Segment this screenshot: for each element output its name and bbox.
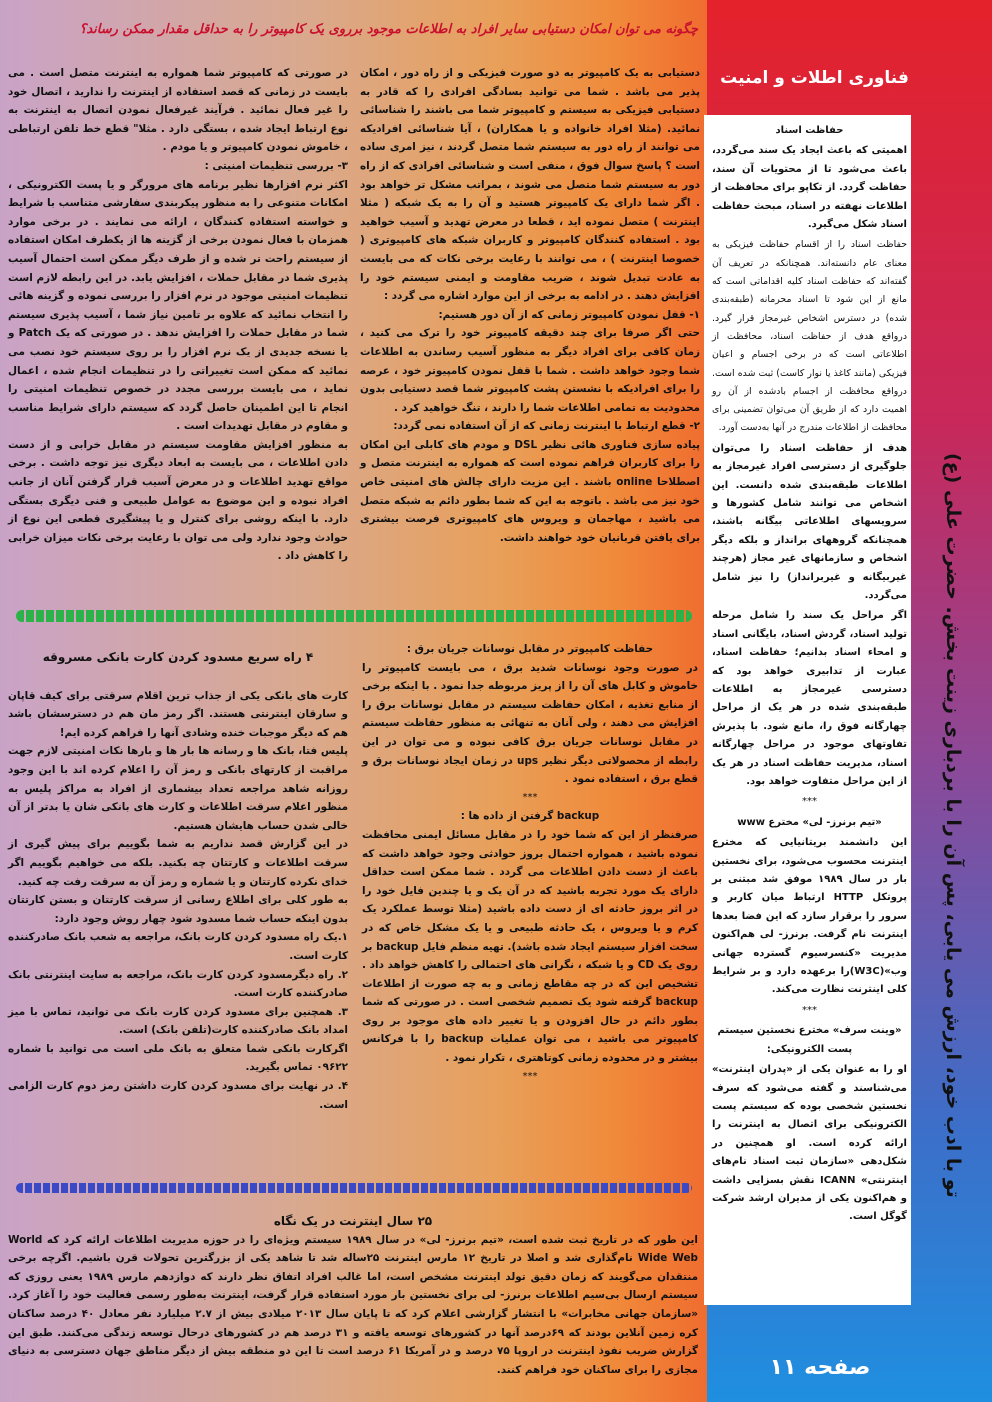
separator-stars: *** xyxy=(522,791,538,803)
separator-stars: *** xyxy=(802,796,817,808)
paragraph: به منظور افزایش مقاومت سیستم در مقابل خرابی و از دست دادن اطلاعات ، می بایست به ابعاد دیگری نیز توجه داشت . برخی مواقع تهدید اطلاعات و در معرض آسیب قرار گرفتن آنان از جانب افراد نبوده و این موضوع به عوامل طبیعی و فنی دیگری بستگی دارد. با اینکه روشی برای کنترل و یا پیشگیری قطعی این نوع از حوادث وجود ندارد ولی می توان با رعایت برخی نکات میزان خرابی را کاهش داد . xyxy=(8,438,348,563)
article-title: ۴ راه سریع مسدود کردن کارت بانکی مسروقه xyxy=(42,650,314,664)
side-title-documents: حفاظت اسناد xyxy=(775,125,844,136)
list-item: ۴. در نهایت برای مسدود کردن کارت داشتن رمز دوم کارت الزامی است. xyxy=(8,1080,348,1111)
subheading: ۳- بررسی تنظیمات امنیتی : xyxy=(204,159,348,172)
paragraph: در صورتی که کامپیوتر شما همواره به اینترنت متصل است . می بایست در زمانی که قصد استفاده از اینترنت را ندارید ، اتصال خود را غیر فعال نمائید . فرآیند غیرفعال نمودن اتصال به اینترنت به نوع ارتباط ایجاد شده ، بستگی دارد . مثلا" قطع خط تلفن ارتباطی ، خاموش نمودن کامپیوتر و یا مودم . xyxy=(8,67,348,154)
separator-stars: *** xyxy=(802,1004,817,1016)
paragraph: حتی اگر صرفا برای چند دقیقه کامپیوتر خود را ترک می کنید ، زمان کافی برای افراد دیگر به منظور آسیب رساندن به اطلاعات شما وجود خواهد داشت . شما با قفل نمودن کامپیوتر خود ، عرصه را برای افرادیکه با نشستن پشت کامپیوتر شما قصد دستیابی بدون محدودیت به تمامی اطلاعات شما را دارند ، تنگ خواهید کرد . xyxy=(360,327,700,414)
side-title-berners-lee: «تیم برنرز- لی» مخترع www xyxy=(737,816,882,828)
vertical-quote: تو با ادب خود، ارزش می یابی، پس آن را با بردباری زینت بخش. حضرت علی (ع) xyxy=(942,452,964,1198)
paragraph: اکثر نرم افزارها نظیر برنامه های مرورگر و یا پست الکترونیکی ، امکانات متنوعی را به منظور پیکربندی سفارشی متناسب با شرایط و خواسته استفاده کنندگان ، ارائه می نمایند . در برخی موارد همزمان با فعال نمودن برخی از گزینه ها از یکطرف امکان استفاده از سیستم راحت تر شده و از طرف دیگر ممکن است احتمال آسیب پذیری شما در مقابل حملات ، افزایش یابد. در این رابطه لازم است تنظیمات امنیتی موجود در نرم افزار را بررسی نموده و گزینه هائی را انتخاب نمائید که علاوه بر تامین نیاز شما ، آسیب پذیری سیستم شما در مقابل حملات را افزایش ندهد . در صورتی که یک Patch و یا نسخه جدیدی از یک نرم افزار را بر روی سیستم خود نصب می نمائید که ممکن است تغییراتی را در تنظیمات انجام شده ، اعمال نماید ، می بایست بررسی مجدد در خصوص تنظیمات امنیتی را انجام تا این اطمینان حاصل گردد که سیستم دارای شرایط مناسب و مقاوم در مقابل تهدیدات است . xyxy=(8,178,348,433)
paragraph: کارت های بانکی یکی از جذاب ترین اقلام سرقتی برای کیف قاپان و سارقان اینترنتی هستند. اگر رمز مان هم در دسترسشان باشد هم که دیگر موجبات خنده وشادی آنها را فراهم کرده ایم! xyxy=(8,689,348,739)
paragraph: پیاده سازی فناوری هائی نظیر DSL و مودم های کابلی این امکان را برای کاربران فراهم نموده است که همواره به اینترنت متصل و اصطلاحا online باشند . این مزیت دارای چالش های امنیتی خاص خود نیز می باشد . باتوجه به این که شما بطور دائم به شبکه متصل می باشید ، مهاجمان و ویروس های کامپیوتری فرصت بیشتری برای یافتن قربانیان خود خواهند داشت. xyxy=(360,438,700,544)
paragraph: به طور کلی برای اطلاع رسانی از سرقت کارتتان و بستن کارتتان بدون اینکه حساب شما مسدود شود چهار روش وجود دارد: xyxy=(8,894,348,925)
article-title: ۲۵ سال اینترنت در یک نگاه xyxy=(273,1214,433,1228)
side-paragraph: اگر مراحل یک سند را شامل مرحله تولید اسناد، گردش اسناد، بایگانی اسناد و امحاء اسناد بدانیم؛ حفاظت اسناد، عبارت از تدابیری خواهد بود که دسترسی غیرمجاز به اطلاعات طبقه‌بندی شده در هر یک از مراحل چهارگانه فوق را، مانع شود. با پذیرش تفاوتهای موجود در مراحل چهارگانه اسناد، مدیریت حفاظت اسناد در هر یک از این مراحل متفاوت خواهد بود. xyxy=(712,610,907,788)
page-number: صفحه ۱۱ xyxy=(769,1355,871,1380)
side-paragraph: اهمیتی که باعث ایجاد یک سند می‌گردد، باعث می‌شود تا از محتویات آن سند، حفاظت گردد. از تکاپو برای محافظت از اطلاعات نهفته در اسناد، مبحث حفاظت اسناد شکل می‌گیرد. xyxy=(712,145,907,231)
paragraph: دستیابی به یک کامپیوتر به دو صورت فیزیکی و از راه دور ، امکان پذیر می باشد . شما می توانید بسادگی افرادی را که قادر به دستیابی فیزیکی به سیستم و کامپیوتر شما می باشند را شناسائی نمائید. (مثلا افراد خانواده و یا همکاران) ، آیا شناسائی افرادیکه می توانند از راه دور به سیستم شما متصل گردند ، نیز امری ساده است ؟ پاسخ سوال فوق ، منفی است و شناسائی افرادی که از راه دور به سیستم شما متصل می شوند ، بمراتب مشکل تر خواهد بود . اگر شما دارای یک کامپیوتر هستید و آن را به یک شبکه ( مثلا اینترنت ) متصل نموده اید ، قطعا در معرض تهدید و آسیب خواهید بود . استفاده کنندگان کامپیوتر و کاربران شبکه های کامپیوتری ( خصوصا اینترنت ) ، می توانند با رعایت برخی نکات که می بایست به عادت تبدیل شوند ، ضریب مقاومت و ایمنی سیستم خود را افزایش دهند . در ادامه به برخی از این موارد اشاره می گردد : xyxy=(360,67,700,303)
side-paragraph: این دانشمند بریتانیایی که مخترع اینترنت محسوب می‌شود، برای نخستین بار در سال ۱۹۸۹ موفق شد مبتنی بر پروتکل HTTP ارتباط میان کاربر و سرور را برقرار سازد که این فضا بعدها اینترنت نام گرفت. برنرز- لی هم‌اکنون مدیریت «کنسرسیوم گسترده جهانی وب»(W3C)را برعهده دارد و بر شرایط کلی اینترنت نظارت می‌کند. xyxy=(712,837,908,996)
side-paragraph: هدف از حفاظت اسناد را می‌توان جلوگیری از دسترسی افراد غیرمجاز به اطلاعات طبقه‌بندی شده دانست. این اشخاص می توانند شامل کشورها و سرویسهای اطلاعاتی بیگانه باشند، همچنانکه گروههای برانداز و بلکه دیگر اشخاص و سازمانهای غیر مجاز (هرچند غیربیگانه و غیربرانداز) را نیز شامل می‌گردد. xyxy=(712,442,907,601)
paragraph: در این گزارش قصد نداریم به شما بگوییم برای پیش گیری از سرقت اطلاعات و کارتتان چه بکنید. بلکه می خواهیم بگوییم اگر خدای نکرده کارتتان و یا شماره و رمز آن به سرقت رفت چه کنید. xyxy=(8,838,348,888)
section-divider xyxy=(16,1183,692,1193)
side-panel-content xyxy=(712,122,907,1229)
side-paragraph: او را به عنوان یکی از «پدران اینترنت» می‌شناسند و گفته می‌شود که سرف نخستین شخصی بوده که سیستم پست الکترونیکی برای اتصال به اینترنت را ارائه کرده است. او همچنین در شکل‌دهی «سازمان ثبت اسناد نام‌های اینترنتی» ICANN نقش بسزایی داشت و هم‌اکنون یکی از مدیران ارشد شرکت گوگل است. xyxy=(712,1064,907,1223)
side-paragraph: حفاظت اسناد را از اقسام حفاظت فیزیکی به معنای عام دانسته‌اند. همچنانکه در تعریف آن گفته‌اند که حفاظت اسناد کلیه اقداماتی است که مانع از این شود تا اسناد محرمانه (طبقه‌بندی شده) در دسترس اشخاص غیرمجاز قرار گیرد. درواقع هدف از حفاظت اسناد، محافظت از اطلاعاتی است که در برخی اجسام و اعیان فیزیکی (مانند کاغذ یا نوار کاست) ثبت شده است. درواقع محافظت از اجسام بادشده از آن رو اهمیت دارد که از طریق آن می‌توان تضمینی برای محافظت از اطلاعات مندرج در آنها به‌دست آورد. xyxy=(712,239,907,434)
top-banner: چگونه می توان امکان دستیابی سایر افراد به اطلاعات موجود برروی یک کامپیوتر را به حداقل مقدار ممکن رساند؟ xyxy=(79,22,698,37)
paragraph: صرفنظر از این که شما خود را در مقابل مسائل ایمنی محافظت نموده باشید ، همواره احتمال بروز حوادثی وجود خواهد داشت که باعث از دست دادن اطلاعات می گردد . شما ممکن است حداقل دارای یک مورد تجربه باشید که در آن یک و یا چندین فایل خود را در اثر بروز حادثه ای از دست داده باشید (مثلا توسط عملکرد یک کرم و یا ویروس ، یک حادثه طبیعی و یا یک مشکل خاص که در سخت افزار سیستم ایجاد شده باشد). تهیه منظم فایل backup بر روی یک CD و یا شبکه ، نگرانی های احتمالی را کاهش خواهد داد . تشخیص این که در چه مقاطع زمانی و به چه صورت از اطلاعات backup گرفته شود یک تصمیم شخصی است . در صورتی که شما بطور دائم در حال افزودن و یا تغییر داده های موجود بر روی کامپیوتر می باشید ، می توان عملیات backup را با فرکانس بیشتر و در محدوده زمانی کوتاهتری ، تکرار نمود . xyxy=(362,828,699,1065)
list-item: ۱.یک راه مسدود کردن کارت بانک، مراجعه به شعب بانک صادرکننده کارت است. xyxy=(8,931,348,962)
subheading: backup گرفتن از داده ها : xyxy=(460,810,600,823)
list-item: اگرکارت بانکی شما متعلق به بانک ملی است می توانید با شماره ۰۹۶۲۲ تماس بگیرید. xyxy=(8,1042,348,1074)
subheading: حفاظت کامپیوتر در مقابل نوسانات جریان برق : xyxy=(406,643,654,655)
list-item: ۲. راه دیگرمسدود کردن کارت بانک، مراجعه به سایت اینترنتی بانک صادرکننده کارت است. xyxy=(8,968,348,1000)
list-item: ۳. همچنین برای مسدود کردن کارت بانک می توانید، تماس با میز امداد بانک صادرکننده کارت(تلفن بانک) است. xyxy=(8,1005,348,1037)
paragraph: پلیس فتا، بانک ها و رسانه ها بار ها و بارها نکات امنیتی لازم جهت مراقبت از کارتهای بانکی و رمز آن را اعلام کرده اند با این وجود روزانه شاهد مراجعه تعداد بیشماری از افراد به مراکز پلیس به منظور اعلام سرقت اطلاعات و کارت های بانکی شان یا بدتر از آن خالی شدن حساب هایشان هستیم. xyxy=(8,745,348,832)
column-c xyxy=(362,640,698,1086)
subheading: ۱- قفل نمودن کامپیوتر زمانی که از آن دور هستیم: xyxy=(438,308,700,321)
subheading: ۲- قطع ارتباط با اینترنت زمانی که از آن استفاده نمی گردد: xyxy=(393,420,700,433)
separator-stars: *** xyxy=(522,1070,538,1082)
side-title-cerf: «وینت سرف» مخترع نخستین سیستم پست الکترونیکی: xyxy=(717,1025,902,1055)
paragraph: در صورت وجود نوسانات شدید برق ، می بایست کامپیوتر را خاموش و کابل های آن را از پریز مربوطه جدا نمود . با اینکه برخی از منابع تغذیه ، امکان حفاظت سیستم در مقابل نوسانات برق را افزایش می دهند ، ولی آنان به تنهائی به منظور حفاظت سیستم در مقابل نوسانات جریان برق کافی نبوده و می توان در این رابطه از محصولاتی دیگر نظیر ups در زمان ایجاد نوسانات برق و قطع برق ، استفاده نمود . xyxy=(362,661,698,786)
column-b xyxy=(8,64,348,566)
section-divider xyxy=(16,610,692,622)
paragraph: این طور که در تاریخ ثبت شده است، «تیم برنرز- لی» در سال ۱۹۸۹ سیستم ویژه‌ای را در حوزه مدیریت اطلاعات ارائه کرد که World Wide Web نام‌گذاری شد و اصلا در تاریخ ۱۲ مارس اینترنت ۲۵ساله شد تا شاهد یکی از بزرگترین تحولات قرن باشیم. اگرچه برخی منتقدان می‌گویند که زمان دقیق تولد اینترنت مشخص است، اما غالب افراد اتفاق نظر دارند که دوازدهم مارس ۱۹۸۹ یعنی روزی که سیستم ارسال بی‌سیم اطلاعات برنرز- لی برای نخستین بار مورد استفاده قرار گرفت، اینترنت به‌طور رسمی فعالیت خود را آغاز کرد. «سازمان جهانی مخابرات» با انتشار گزارشی اعلام کرد که تا پایان سال ۲۰۱۳ میلادی بیش از ۲.۷ میلیارد نفر معادل ۴۰ درصد ساکنان کره زمین آنلاین بودند که ۶۹درصد آنها در کشورهای توسعه یافته و ۳۱ درصد هم در کشورهای درحال توسعه زندگی می‌کنند. طبق این گزارش ضریب نفوذ اینترنت در اروپا ۷۵ درصد و در آمریکا ۶۱ درصد است تا این دو منطقه بیش از دیگر مناطق جهان دسترسی به دنیای مجازی را برای ساکنان خود فراهم کنند. xyxy=(8,1233,699,1376)
bottom-article xyxy=(8,1212,698,1379)
section-heading: فناوری اطلات و امنیت xyxy=(720,68,909,88)
column-a xyxy=(360,64,700,547)
column-d xyxy=(8,648,348,1114)
